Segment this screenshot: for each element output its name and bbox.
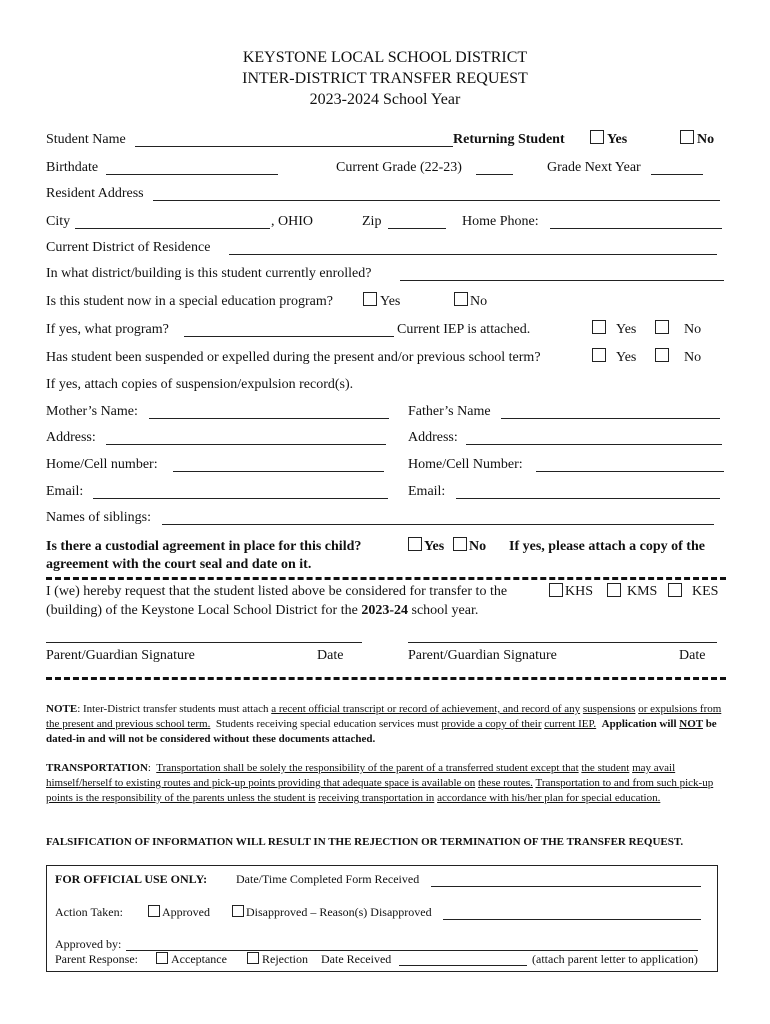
- request-line2-post: school year.: [411, 603, 479, 618]
- iep-yes-checkbox[interactable]: [592, 320, 606, 334]
- rejection-checkbox[interactable]: [247, 952, 259, 964]
- mother-phone-field[interactable]: [173, 471, 384, 472]
- date-completed-label: Date/Time Completed Form Received: [236, 872, 420, 886]
- note-u5: current IEP.: [544, 718, 597, 730]
- note-not: NOT: [679, 718, 703, 730]
- custodial-yes-checkbox[interactable]: [408, 537, 422, 551]
- signature-label-1: Parent/Guardian Signature: [46, 648, 195, 663]
- signature-label-2: Parent/Guardian Signature: [408, 648, 557, 663]
- suspended-label: Has student been suspended or expelled during the present and/or previous school term?: [46, 350, 541, 365]
- custodial-no-checkbox[interactable]: [453, 537, 467, 551]
- current-district-label: Current District of Residence: [46, 240, 211, 255]
- official-title: FOR OFFICIAL USE ONLY:: [55, 872, 208, 886]
- note-paragraph: [46, 702, 726, 747]
- approved-checkbox[interactable]: [148, 905, 160, 917]
- note-p1: : Inter-District transfer students must attach: [77, 703, 269, 715]
- current-district-field[interactable]: [229, 254, 717, 255]
- request-year: 2023-24: [361, 603, 408, 618]
- student-name-field[interactable]: [135, 146, 453, 147]
- resident-address-label: Resident Address: [46, 186, 144, 201]
- special-ed-yes-label: Yes: [380, 294, 401, 309]
- special-ed-no-label: No: [470, 294, 488, 309]
- action-taken-label: Action Taken:: [55, 905, 123, 919]
- zip-field[interactable]: [388, 228, 446, 229]
- currently-enrolled-label: In what district/building is this student currently enrolled?: [46, 266, 372, 281]
- transport-paragraph: TRANSPORTATION: Transportation shall be solely the responsibility of the parent of a transferred student except that the student may avail himself/herself to existing routes and pick-up points providing that adequate space is available on these routes. Transportation to and from such pick-up points is the responsibility of the parents unless the student is receiving transportation in accordance with his/her plan for special education.: [46, 762, 714, 804]
- note-p4: be dated-in and will not be considered without these documents attached.: [46, 718, 717, 745]
- custodial-no-label: No: [469, 539, 487, 554]
- mother-email-field[interactable]: [93, 498, 388, 499]
- divider-dashed-1: [46, 577, 726, 580]
- school-year: 2023-2024 School Year: [309, 91, 461, 108]
- falsification-warning: FALSIFICATION OF INFORMATION WILL RESULT IN THE REJECTION OR TERMINATION OF THE TRANSFER REQUEST.: [46, 836, 684, 848]
- suspended-no-label: No: [684, 350, 702, 365]
- mother-address-field[interactable]: [106, 444, 386, 445]
- date-completed-field[interactable]: [431, 886, 701, 887]
- iep-attached-label: Current IEP is attached.: [397, 322, 531, 337]
- suspended-no-checkbox[interactable]: [655, 348, 669, 362]
- special-ed-label: Is this student now in a special education program?: [46, 294, 333, 309]
- official-use-box: [46, 865, 718, 972]
- city-label: City: [46, 214, 71, 229]
- mother-address-label: Address:: [46, 430, 96, 445]
- grade-next-year-label: Grade Next Year: [547, 160, 641, 175]
- date-received-field[interactable]: [399, 965, 527, 966]
- resident-address-field[interactable]: [153, 200, 720, 201]
- fathers-name-label: Father’s Name: [408, 404, 491, 419]
- father-address-field[interactable]: [466, 444, 722, 445]
- iep-no-label: No: [684, 322, 702, 337]
- khs-label: KHS: [565, 584, 594, 599]
- special-ed-no-checkbox[interactable]: [454, 292, 468, 306]
- kms-checkbox[interactable]: [607, 583, 621, 597]
- iep-no-checkbox[interactable]: [655, 320, 669, 334]
- home-phone-field[interactable]: [550, 228, 722, 229]
- transport-l2b: these routes.: [477, 777, 533, 789]
- date-label-2: Date: [679, 648, 706, 663]
- note-p3: Application will: [601, 718, 677, 730]
- note-u3: or expulsions from the present and previous school term.: [46, 703, 722, 730]
- signature-line-2[interactable]: [408, 642, 717, 643]
- transport-l2: may avail himself/herself to existing routes and pick-up points providing that adequate space is available on: [46, 762, 676, 789]
- fathers-name-field[interactable]: [501, 418, 720, 419]
- siblings-field[interactable]: [162, 524, 714, 525]
- birthdate-field[interactable]: [106, 174, 278, 175]
- note-u1: a recent official transcript or record of achievement, and record of any: [271, 703, 581, 715]
- father-email-field[interactable]: [456, 498, 720, 499]
- request-line1: I (we) hereby request that the student listed above be considered for transfer to the: [46, 584, 508, 599]
- iep-yes-label: Yes: [616, 322, 637, 337]
- mother-phone-label: Home/Cell number:: [46, 457, 158, 472]
- transport-l4: accordance with his/her plan for special education.: [437, 792, 661, 804]
- approved-by-label: Approved by:: [55, 937, 122, 951]
- ohio-label: , OHIO: [271, 214, 313, 229]
- custodial-if-yes: If yes, please attach a copy of the: [509, 539, 705, 554]
- form-title: INTER-DISTRICT TRANSFER REQUEST: [242, 70, 528, 87]
- current-grade-field[interactable]: [476, 174, 513, 175]
- current-grade-label: Current Grade (22-23): [336, 160, 462, 175]
- approved-by-field[interactable]: [126, 950, 698, 951]
- currently-enrolled-field[interactable]: [400, 280, 724, 281]
- request-line2: [46, 603, 478, 619]
- transport-l3: Transportation to and from such pick-up points is the responsibility of the parents unless the student is: [46, 777, 714, 804]
- signature-line-1[interactable]: [46, 642, 362, 643]
- parent-response-label: Parent Response:: [55, 952, 138, 966]
- mothers-name-label: Mother’s Name:: [46, 404, 138, 419]
- district-title: KEYSTONE LOCAL SCHOOL DISTRICT: [242, 49, 528, 66]
- father-email-label: Email:: [408, 484, 446, 499]
- home-phone-label: Home Phone:: [462, 214, 539, 229]
- khs-checkbox[interactable]: [549, 583, 563, 597]
- zip-label: Zip: [362, 214, 382, 229]
- attach-letter-text: (attach parent letter to application): [532, 952, 698, 966]
- custodial-question: Is there a custodial agreement in place for this child?: [46, 539, 362, 554]
- father-phone-field[interactable]: [536, 471, 724, 472]
- student-name-label: Student Name: [46, 132, 126, 147]
- note-p2: Students receiving special education services must: [215, 718, 439, 730]
- note-u4: provide a copy of their: [441, 718, 542, 730]
- city-field[interactable]: [75, 228, 270, 229]
- attach-copies-text: If yes, attach copies of suspension/expulsion record(s).: [46, 377, 354, 392]
- suspended-yes-label: Yes: [616, 350, 637, 365]
- transport-label: TRANSPORTATION: [46, 762, 148, 774]
- date-received-label: Date Received: [321, 952, 392, 966]
- kms-label: KMS: [627, 584, 658, 599]
- disapproved-label: Disapproved – Reason(s) Disapproved: [246, 905, 432, 919]
- kes-checkbox[interactable]: [668, 583, 682, 597]
- returning-yes-label: Yes: [607, 132, 628, 147]
- date-label-1: Date: [317, 648, 344, 663]
- disapproved-reason-field[interactable]: [443, 919, 701, 920]
- approved-label: Approved: [162, 905, 210, 919]
- returning-student-label: Returning Student: [453, 132, 565, 147]
- grade-next-year-field[interactable]: [651, 174, 703, 175]
- note-u2: suspensions: [582, 703, 636, 715]
- divider-dashed-2: [46, 677, 726, 680]
- siblings-label: Names of siblings:: [46, 510, 151, 525]
- returning-yes-checkbox[interactable]: [590, 130, 604, 144]
- suspended-yes-checkbox[interactable]: [592, 348, 606, 362]
- kes-label: KES: [692, 584, 719, 599]
- returning-no-checkbox[interactable]: [680, 130, 694, 144]
- transport-l1: Transportation shall be solely the responsibility of the parent of a transferred student except that: [156, 762, 579, 774]
- custodial-line2: agreement with the court seal and date on it.: [46, 557, 312, 572]
- father-phone-label: Home/Cell Number:: [408, 457, 523, 472]
- rejection-label: Rejection: [262, 952, 308, 966]
- request-line2-pre: (building) of the Keystone Local School District for the: [46, 603, 358, 618]
- note-label: NOTE: [46, 703, 78, 715]
- disapproved-checkbox[interactable]: [232, 905, 244, 917]
- program-label: If yes, what program?: [46, 322, 169, 337]
- acceptance-label: Acceptance: [171, 952, 227, 966]
- transport-l1b: the student: [581, 762, 630, 774]
- mothers-name-field[interactable]: [149, 418, 389, 419]
- program-field[interactable]: [184, 336, 394, 337]
- father-address-label: Address:: [408, 430, 458, 445]
- transport-l3b: receiving transportation in: [318, 792, 435, 804]
- returning-no-label: No: [697, 132, 715, 147]
- special-ed-yes-checkbox[interactable]: [363, 292, 377, 306]
- birthdate-label: Birthdate: [46, 160, 99, 175]
- acceptance-checkbox[interactable]: [156, 952, 168, 964]
- mother-email-label: Email:: [46, 484, 84, 499]
- custodial-yes-label: Yes: [424, 539, 445, 554]
